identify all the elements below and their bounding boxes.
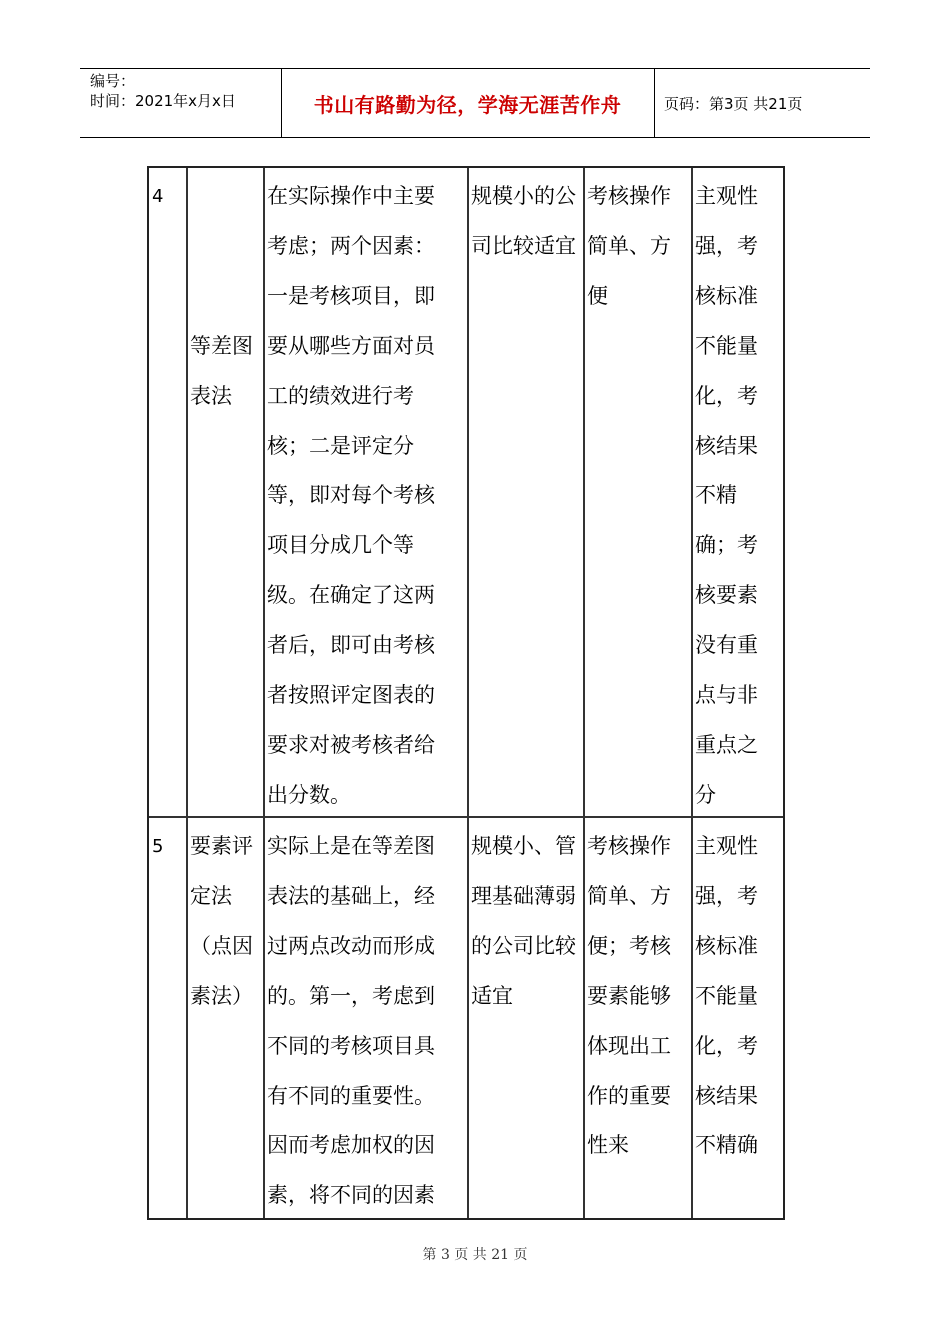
row-divider	[149, 816, 783, 818]
applicable-scope-cell: 规模小、管 理基础薄弱 的公司比较 适宜	[471, 834, 576, 1008]
page-header	[80, 68, 870, 138]
header-motto: 书山有路勤为径，学海无涯苦作舟	[313, 92, 622, 117]
document-time-label: 时间：2021年x月x日	[90, 92, 236, 110]
header-page-indicator: 页码：第3页 共21页	[664, 94, 803, 113]
column-divider	[583, 168, 585, 1218]
column-divider	[467, 168, 469, 1218]
column-divider	[263, 168, 265, 1218]
disadvantages-cell: 主观性 强，考 核标准 不能量 化，考 核结果 不精确	[695, 834, 758, 1158]
disadvantages-cell: 主观性 强，考 核标准 不能量 化，考 核结果 不精 确；考 核要素 没有重 点与非 重点之 分	[695, 184, 758, 807]
appraisal-methods-table	[147, 166, 785, 1220]
header-divider	[654, 69, 655, 137]
row-index: 5	[152, 836, 164, 857]
advantages-cell: 考核操作 简单、方 便	[587, 184, 671, 308]
page-footer: 第 3 页 共 21 页	[422, 1247, 528, 1263]
method-description-cell: 在实际操作中主要 考虑；两个因素： 一是考核项目，即 要从哪些方面对员 工的绩效进行考 核；二是评定分 等，即对每个考核 项目分成几个等 级。在确定了这两 者后，即可由考核 者按照评定图表的 要求对被考核者给 出分数。	[267, 184, 435, 807]
method-description-cell: 实际上是在等差图 表法的基础上，经 过两点改动而形成 的。第一，考虑到 不同的考核项目具 有不同的重要性。 因而考虑加权的因 素，将不同的因素	[267, 834, 435, 1208]
applicable-scope-cell: 规模小的公 司比较适宜	[471, 184, 576, 258]
advantages-cell: 考核操作 简单、方 便；考核 要素能够 体现出工 作的重要 性来	[587, 834, 671, 1158]
row-index: 4	[152, 186, 164, 207]
column-divider	[691, 168, 693, 1218]
document-number-label: 编号：	[90, 72, 136, 90]
method-name-cell: 等差图 表法	[190, 333, 253, 408]
method-name-cell: 要素评 定法 （点因 素法）	[190, 834, 253, 1008]
column-divider	[186, 168, 188, 1218]
header-meta	[90, 71, 236, 111]
